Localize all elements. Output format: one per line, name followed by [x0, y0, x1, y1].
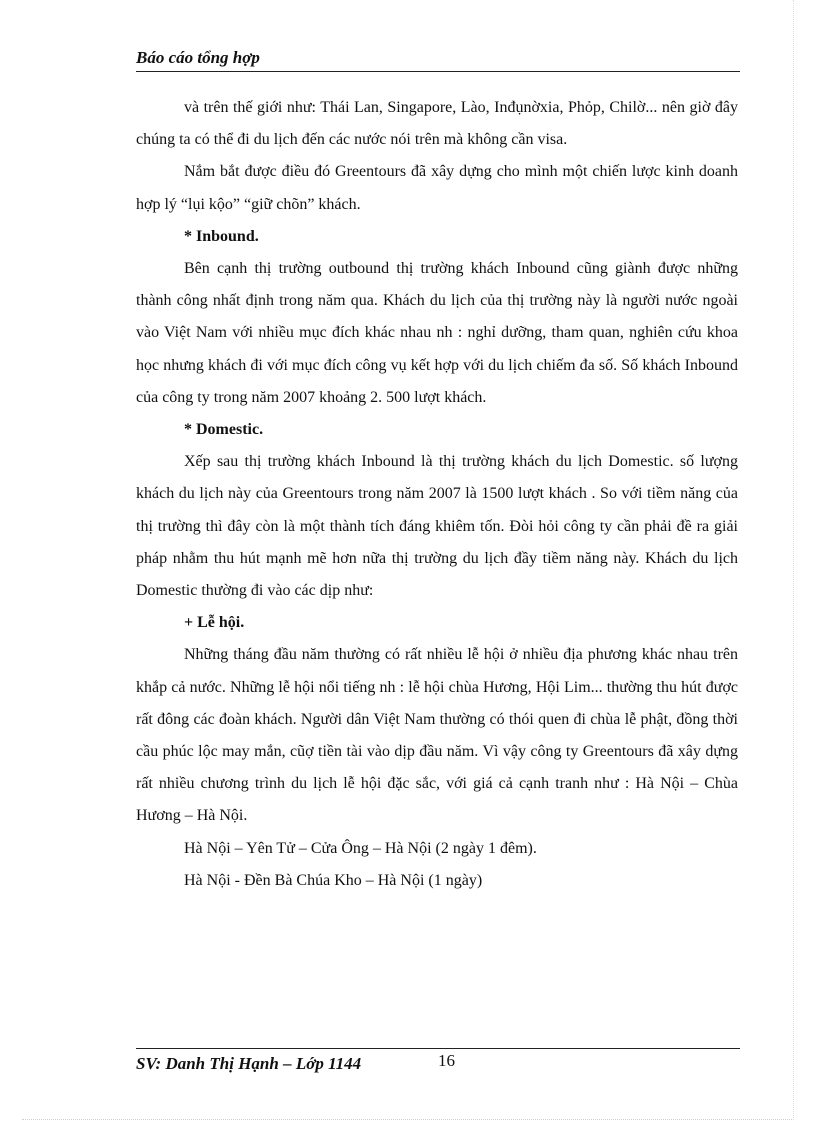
paragraph-domestic: Xếp sau thị trường khách Inbound là thị trường khách du lịch Domestic. số lượng khách du lịch này của Greentours trong năm 2007 là 1500 lượt khách . So với tiềm năng của thị trường thì đây còn là một thành tích đáng khiêm tốn. Đòi hỏi công ty cần phải đề ra giải pháp nhằm thu hút mạnh mẽ hơn nữa thị trường du lịch đầy tiềm năng này. Khách du lịch Domestic thường đi vào các dịp như:: [136, 453, 738, 600]
footer-signature: SV: Danh Thị Hạnh – Lớp 1144: [136, 1054, 362, 1073]
document-body: [136, 92, 738, 897]
header-title: Báo cáo tổng hợp: [136, 48, 260, 67]
paragraph-strategy: Nắm bắt được điều đó Greentours đã xây dựng cho mình một chiến lược kinh doanh hợp lý “lụi kộo” “giữ chõn” khách.: [136, 163, 738, 213]
paragraph-intro: và trên thế giới như: Thái Lan, Singapore, Lào, Inđụnờxia, Phỏp, Chilờ... nên giờ đây chúng ta có thể đi du lịch đến các nước nói trên mà không cần visa.: [136, 99, 738, 149]
paragraph-festival: Những tháng đầu năm thường có rất nhiều lễ hội ở nhiều địa phương khác nhau trên khắp cả nước. Những lễ hội nổi tiếng nh : lễ hội chùa Hương, Hội Lim... thường thu hút được rất đông các đoàn khách. Người dân Việt Nam thường có thói quen đi chùa lễ phật, đồng thời cầu phúc lộc may mắn, cũợ tiền tài vào dịp đầu năm. Vì vậy công ty Greentours đã xây dựng rất nhiều chương trình du lịch lễ hội đặc sắc, với giá cả cạnh tranh như : Hà Nội – Chùa Hương – Hà Nội.: [136, 646, 738, 825]
page-right-edge: [793, 0, 794, 1120]
tour-item-ba-chua-kho: Hà Nội - Đền Bà Chúa Kho – Hà Nội (1 ngày): [184, 871, 483, 889]
page-number: 16: [438, 1051, 455, 1070]
heading-inbound: * Inbound.: [184, 227, 259, 245]
heading-domestic: * Domestic.: [184, 421, 264, 439]
header-divider: [136, 71, 740, 72]
tour-item-yen-tu: Hà Nội – Yên Tử – Cửa Ông – Hà Nội (2 ngày 1 đêm).: [184, 839, 537, 857]
heading-festival: + Lễ hội.: [184, 614, 245, 632]
paragraph-inbound: Bên cạnh thị trường outbound thị trường khách Inbound cũng giành được những thành công nhất định trong năm qua. Khách du lịch của thị trường này là người nước ngoài vào Việt Nam với nhiều mục đích khác nhau nh : nghỉ dưỡng, tham quan, nghiên cứu khoa học nhưng khách đi với mục đích công vụ kết hợp với du lịch chiếm đa số. Số khách Inbound của công ty trong năm 2007 khoảng 2. 500 lượt khách.: [136, 260, 738, 406]
page-bottom-edge: [22, 1119, 794, 1120]
footer-divider: [136, 1048, 740, 1049]
